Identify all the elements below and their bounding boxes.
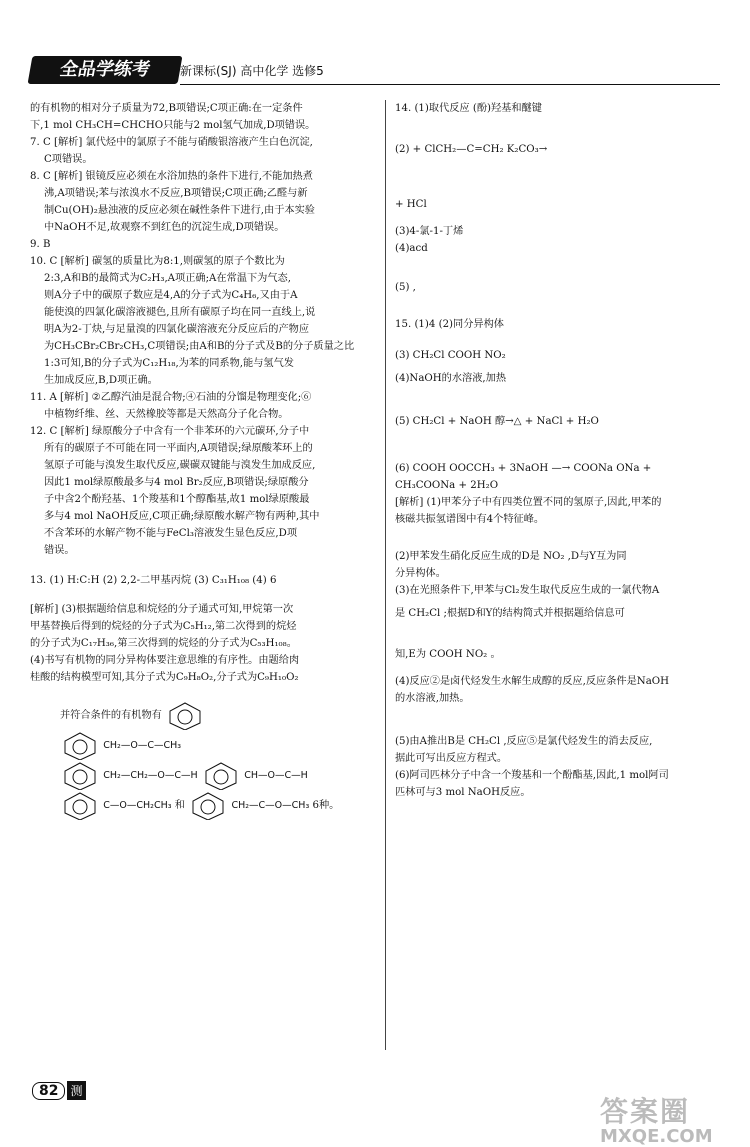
text-line: 中植物纤维、丝、天然橡胶等都是天然高分子化合物。 [44,409,289,420]
text-line: (6)阿司匹林分子中含一个羧基和一个酚酯基,因此,1 mol阿司 [395,770,669,781]
text-line: 10. C [解析] 碳氢的质量比为8:1,则碳氢的原子个数比为 [30,256,285,267]
text-line: 明A为2-丁炔,与足量溴的四氯化碳溶液充分反应后的产物应 [44,324,310,335]
benzene-ring-icon [60,790,100,820]
benzene-ring-icon [165,700,205,730]
text-line: 是 CH₂Cl ;根据D和Y的结构简式并根据题给信息可 [395,608,625,619]
benzene-ring-icon [188,790,228,820]
text-line: 7. C [解析] 氯代烃中的氯原子不能与硝酸银溶液产生白色沉淀, [30,137,313,148]
text-line: 能使溴的四氯化碳溶液褪色,且所有碳原子均在同一直线上,说 [44,307,316,318]
text-line: (6) COOH OOCCH₃ + 3NaOH —→ COONa ONa + [395,463,652,474]
text-line: 中NaOH不足,故观察不到红色的沉淀生成,D项错误。 [44,222,285,233]
benzene-ring-icon [201,760,241,790]
conjunction: 和 [174,800,185,811]
text-line: (5)由A推出B是 CH₂Cl ,反应⑤是氯代烃发生的消去反应, [395,736,653,747]
column-divider [385,100,386,1050]
test-tag: 测 [67,1081,85,1100]
text-line: (4)反应②是卤代烃发生水解生成醇的反应,反应条件是NaOH [395,676,670,687]
page-header [30,52,720,88]
q13-structures [60,700,380,820]
text-line: (4)NaOH的水溶液,加热 [395,373,507,384]
structure-formula: CH—O—C—H [244,770,308,781]
text-line: (5) , [395,282,416,293]
text-line: (4)acd [395,243,428,254]
structure-row [60,790,380,820]
header-rule [180,84,720,85]
text-line: 甲基替换后得到的烷烃的分子式为C₅H₁₂,第二次得到的烷烃 [30,621,297,632]
text-line: 2:3,A和B的最简式为C₂H₃,A项正确;A在常温下为气态, [44,273,291,284]
text-line: (2)甲苯发生硝化反应生成的D是 NO₂ ,D与Y互为同 [395,551,627,562]
text-line: 9. B [30,239,51,250]
text-line: 制Cu(OH)₂悬浊液的反应必须在碱性条件下进行,由于本实验 [44,205,315,216]
text-line: (4)书写有机物的同分异构体要注意思维的有序性。由题给肉 [30,655,300,666]
text-line: 据此可写出反应方程式。 [395,753,508,764]
watermark-bottom: MXQE.COM [600,1126,713,1147]
text-line: 不含苯环的水解产物不能与FeCl₃溶液发生显色反应,D项 [44,528,298,539]
text-line: 氢原子可能与溴发生取代反应,碳碳双键能与溴发生加成反应, [44,460,316,471]
isomer-count: 6种。 [312,800,340,811]
q13-answer: 13. (1) H:C:H (2) 2,2-二甲基丙烷 (3) C₃₁H₁₀₈ (4) 6 [30,575,277,586]
watermark [600,1090,713,1147]
text-line: (3)在光照条件下,甲苯与Cl₂发生取代反应生成的一氯代物A [395,585,660,596]
text-line: 子中含2个酚羟基、1个羧基和1个醇酯基,故1 mol绿原酸最 [44,494,310,505]
text-line: [解析] (3)根据题给信息和烷烃的分子通式可知,甲烷第一次 [30,604,294,615]
text-line: 15. (1)4 (2)同分异构体 [395,319,504,330]
text-line: 的水溶液,加热。 [395,693,470,704]
text-line: 沸,A项错误;苯与浓溴水不反应,B项错误;C项正确;乙醛与新 [44,188,308,199]
text-line: 桂酸的结构模型可知,其分子式为C₉H₈O₂,分子式为C₉H₁₀O₂ [30,672,299,683]
structure-row [60,760,380,790]
text-line: 多与4 mol NaOH反应,C项正确;绿原酸水解产物有两种,其中 [44,511,320,522]
text-line: 核磁共振氢谱图中有4个特征峰。 [395,514,545,525]
q13-block [30,572,380,686]
text-line: 所有的碳原子不可能在同一平面内,A项错误;绿原酸苯环上的 [44,443,313,454]
text-line: 下,1 mol CH₃CH=CHCHO只能与2 mol氢气加成,D项错误。 [30,120,316,131]
text-line: [解析] (1)甲苯分子中有四类位置不同的氢原子,因此,甲苯的 [395,497,662,508]
left-column [30,100,380,559]
text-line: 并符合条件的有机物有 [60,710,162,721]
structure-row [60,700,380,730]
text-line: 则A分子中的碳原子数应是4,A的分子式为C₄H₆,又由于A [44,290,298,301]
header-subject: 新课标(SJ) 高中化学 选修5 [180,64,324,78]
text-line: (2) + ClCH₂—C=CH₂ K₂CO₃→ [395,144,548,155]
brand-logo: 全品学练考 [28,56,183,84]
text-line: CH₃COONa + 2H₂O [395,480,499,491]
text-line: 的有机物的相对分子质量为72,B项错误;C项正确:在一定条件 [30,103,303,114]
page-number: 82 [32,1082,65,1100]
text-line: 12. C [解析] 绿原酸分子中含有一个非苯环的六元碳环,分子中 [30,426,310,437]
benzene-ring-icon [60,760,100,790]
text-line: (3)4-氯-1-丁烯 [395,226,464,237]
structure-formula: CH₂—O—C—CH₃ [103,740,182,751]
text-line: 8. C [解析] 银镜反应必须在水浴加热的条件下进行,不能加热煮 [30,171,313,182]
text-line: 知,E为 COOH NO₂ 。 [395,649,501,660]
text-line: 生加成反应,B,D项正确。 [44,375,158,386]
text-line: + HCl [395,199,427,210]
watermark-top: 答案圈 [600,1095,691,1128]
structure-row [60,730,380,760]
page-footer [32,1080,86,1100]
right-column [395,100,725,801]
structure-formula: C—O—CH₂CH₃ [103,800,172,811]
text-line: (5) CH₂Cl + NaOH 醇→△ + NaCl + H₂O [395,416,599,427]
text-line: 11. A [解析] ②乙醇汽油是混合物;④石油的分馏是物理变化;⑥ [30,392,312,403]
text-line: 因此1 mol绿原酸最多与4 mol Br₂反应,B项错误;绿原酸分 [44,477,309,488]
text-line: 分异构体。 [395,568,446,579]
text-line: 匹林可与3 mol NaOH反应。 [395,787,531,798]
text-line: (3) CH₂Cl COOH NO₂ [395,350,506,361]
text-line: C项错误。 [44,154,93,165]
text-line: 14. (1)取代反应 (酚)羟基和醚键 [395,103,542,114]
benzene-ring-icon [60,730,100,760]
text-line: 1:3可知,B的分子式为C₁₂H₁₈,为苯的同系物,能与氢气发 [44,358,294,369]
text-line: 的分子式为C₁₇H₃₆,第三次得到的烷烃的分子式为C₅₃H₁₀₈。 [30,638,297,649]
text-line: 为CH₃CBr₂CBr₂CH₃,C项错误;由A和B的分子式及B的分子质量之比 [44,341,355,352]
structure-formula: CH₂—C—O—CH₃ [231,800,310,811]
structure-formula: CH₂—CH₂—O—C—H [103,770,198,781]
text-line: 错误。 [44,545,75,556]
